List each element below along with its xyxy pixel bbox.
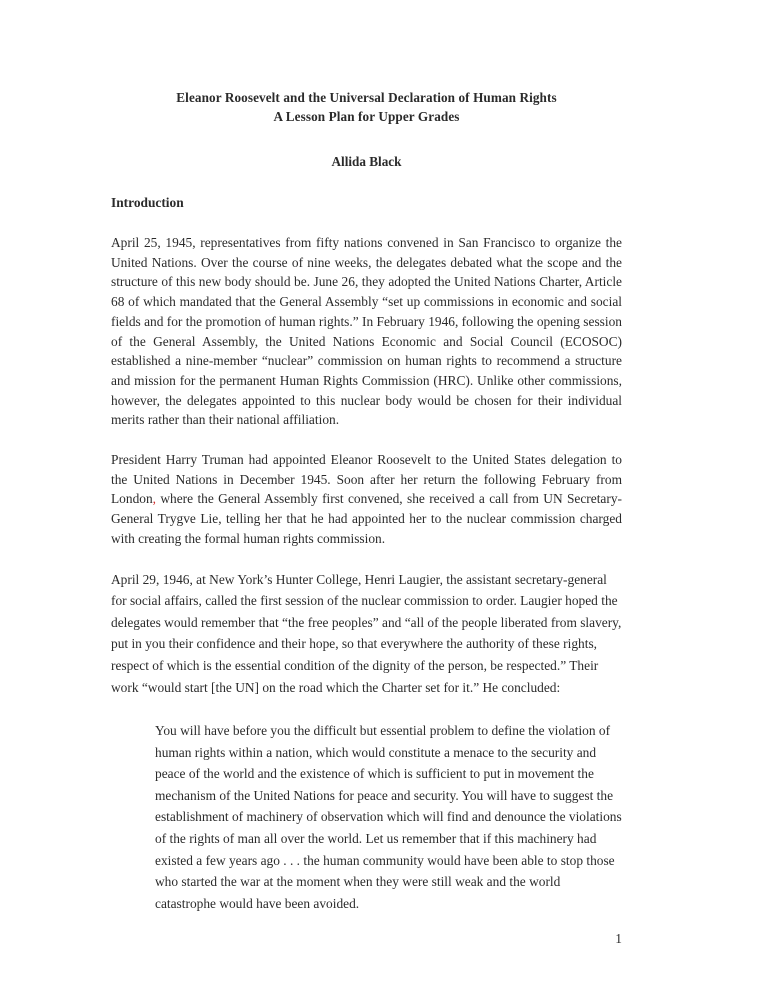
paragraph-2-text-before-edit: President Harry Truman had appointed Eleanor Roosevelt to the United States delegation to the United Nations in December 1945. Soon after her return the following February from London [111,452,622,507]
page-number: 1 [615,931,622,946]
block-quote-laugier: You will have before you the difficult but essential problem to define the violation of human rights within a nation, which would constitute a menace to the security and peace of the world and the existence of which is sufficient to put in movement the mechanism of the United Nations for peace and security. You will have to suggest the establishment of machinery of observation which will find and denounce the violations of the rights of man all over the world. Let us remember that if this machinery had existed a few years ago . . . the human community would have been able to stop those who started the war at the moment when they were still weak and the world catastrophe would have been avoided. [155,723,622,911]
document-title-line-1: Eleanor Roosevelt and the Universal Declaration of Human Rights [176,90,557,105]
title-block [111,88,622,171]
document-title-line-2: A Lesson Plan for Upper Grades [273,109,460,124]
author-byline: Allida Black [331,154,402,169]
paragraph-1: April 25, 1945, representatives from fifty nations convened in San Francisco to organize the United Nations. Over the course of nine weeks, the delegates debated what the scope and the structure of this new body should be. June 26, they adopted the United Nations Charter, Article 68 of which mandated that the General Assembly “set up commissions in economic and social fields and for the promotion of human rights.” In February 1946, following the opening session of the General Assembly, the United Nations Economic and Social Council (ECOSOC) established a nine-member “nuclear” commission on human rights to recommend a structure and mission for the permanent Human Rights Commission (HRC). Unlike other commissions, however, the delegates appointed to this nuclear body would be chosen for their individual merits rather than their national affiliation. [111,235,622,428]
paragraph-2-text-after-edit: where the General Assembly first convened, she received a call from UN Secretary-General Trygve Lie, telling her that he had appointed her to the nuclear commission charged with creating the formal human rights commission. [111,491,622,546]
section-heading-introduction: Introduction [111,195,184,210]
paragraph-2 [111,450,622,549]
tracked-edit-comma: , [152,491,157,507]
document-body [111,194,622,914]
paragraph-3: April 29, 1946, at New York’s Hunter College, Henri Laugier, the assistant secretary-general for social affairs, called the first session of the nuclear commission to order. Laugier hoped the delegates would remember that “the free peoples” and “all of the people liberated from slavery, put in you their confidence and their hope, so that everywhere the authority of these rights, respect of which is the essential condition of the dignity of the person, be respected.” Their work “would start [the UN] on the road which the Charter set for it.” He concluded: [111,571,622,695]
